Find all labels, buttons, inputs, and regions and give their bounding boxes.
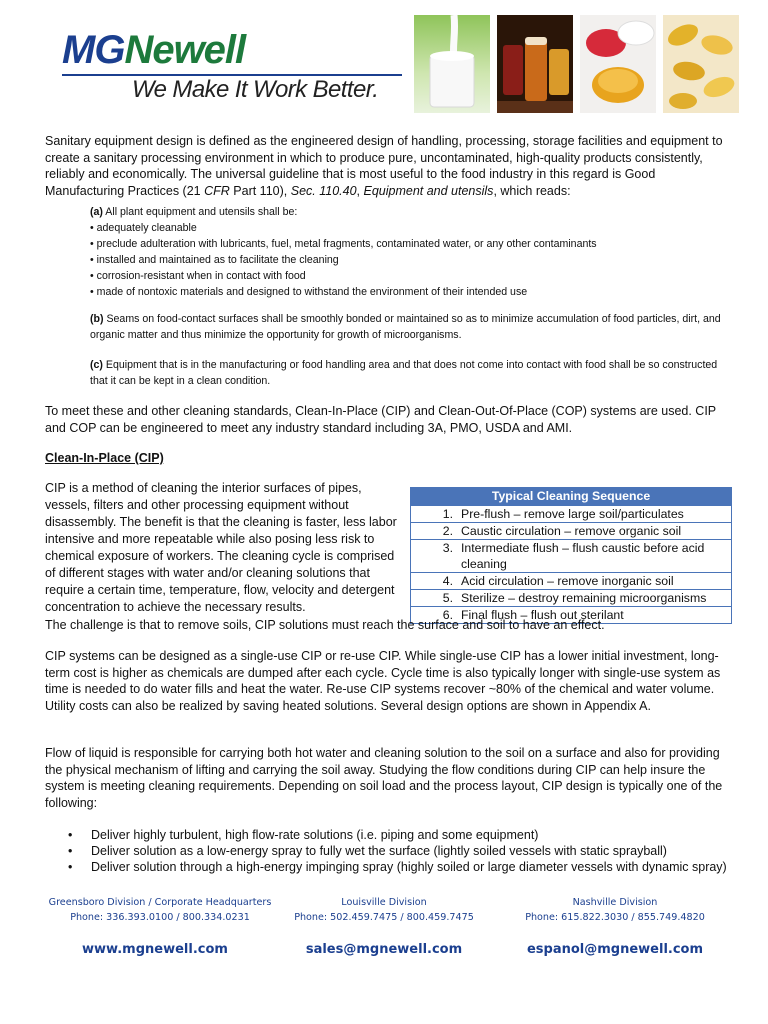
sequence-step: Acid circulation – remove inorganic soil (461, 574, 674, 588)
intro-text-2: Part 110), (229, 183, 291, 198)
intro-text-4: , which reads: (493, 183, 571, 198)
regulation-b-text: Seams on food-contact surfaces shall be smoothly bonded or maintained so as to minimize accumulation of food particles, dirt, and organic matter and thus minimize the opportunity for growth of microorganisms. (90, 313, 721, 341)
sequence-number: 5. (442, 591, 453, 605)
regulation-a-label: (a) (90, 206, 103, 218)
logo-newell: Newell (124, 28, 246, 72)
sequence-number: 3. (442, 541, 453, 555)
intro-text-1: Sanitary equipment design is defined as the engineered design of handling, processing, storage facilities and equipment to create a sanitary processing environment in which to produce pure, uncontaminated, high-quality products consistently, reliably and economically. The universal guideline that is most useful to the food industry in this regard is Good Manufacturing Practices (21 (45, 134, 723, 198)
regulation-a-intro (90, 204, 730, 220)
sequence-step: Caustic circulation – remove organic soil (461, 524, 682, 538)
company-logo (62, 28, 407, 108)
cleaning-sequence-title: Typical Cleaning Sequence (411, 488, 731, 505)
intro-paragraph (45, 133, 730, 199)
cip-design-list (68, 827, 728, 875)
cip-challenge: The challenge is that to remove soils, CIP solutions must reach the surface and soil to have an effect. (45, 618, 605, 632)
division-phone: Phone: 615.822.3030 / 855.749.4820 (525, 912, 705, 923)
sequence-number: 2. (442, 524, 453, 538)
logo-tagline: We Make It Work Better. (132, 76, 379, 103)
table-row (411, 589, 731, 606)
footer-greensboro (30, 895, 290, 925)
table-row (411, 522, 731, 539)
sequence-step: Sterilize – destroy remaining microorganisms (461, 591, 707, 605)
table-row (411, 505, 731, 522)
regulation-a-text: All plant equipment and utensils shall be: (102, 206, 298, 218)
intro-equipment: Equipment and utensils (363, 183, 494, 198)
gel-capsules-photo (663, 15, 739, 113)
regulation-a (90, 204, 730, 300)
division-name: Nashville Division (572, 897, 658, 908)
sales-email-link[interactable]: sales@mgnewell.com (305, 942, 463, 957)
intro-cfr: CFR (204, 183, 230, 198)
regulation-item: • preclude adulteration with lubricants, fuel, metal fragments, contaminated water, or any other contaminants (90, 238, 597, 250)
dairy-bowls-photo (580, 15, 656, 113)
espanol-email-link[interactable]: espanol@mgnewell.com (526, 942, 704, 957)
list-item: • Deliver highly turbulent, high flow-rate solutions (i.e. piping and some equipment) (68, 827, 728, 843)
division-name: Greensboro Division / Corporate Headquarters (48, 897, 272, 908)
division-phone: Phone: 502.459.7475 / 800.459.7475 (294, 912, 474, 923)
cip-paragraph: CIP is a method of cleaning the interior surfaces of pipes, vessels, filters and other processing equipment without disassembly. The benefit is that the cleaning is faster, less labor intensive and more repeatable while also posing less risk to chemical exposure of workers. The cleaning cycle is comprised of different stages with water and/or cleaning solutions that require a certain time, temperature, flow, velocity and detergent concentration to achieve the necessary results. (45, 481, 397, 614)
cip-heading: Clean-In-Place (CIP) (45, 451, 164, 465)
sequence-step: Intermediate flush – flush caustic before acid cleaning (461, 541, 705, 571)
table-row (411, 539, 731, 572)
sequence-number: 4. (442, 574, 453, 588)
regulation-c-text: Equipment that is in the manufacturing or food handling area and that does not come into contact with food shall be so constructed that it can be kept in a clean condition. (90, 359, 718, 387)
cleaning-sequence-table (410, 487, 732, 624)
sequence-number: 6. (442, 608, 453, 622)
regulation-b (90, 311, 730, 343)
intro-text-3: , (356, 183, 364, 198)
regulation-item: • adequately cleanable (90, 222, 197, 234)
logo-wordmark (62, 28, 245, 73)
division-name: Louisville Division (341, 897, 427, 908)
regulation-b-label: (b) (90, 313, 104, 325)
logo-mg: MG (62, 28, 125, 72)
regulation-c (90, 357, 730, 389)
footer-nashville (515, 895, 715, 925)
beverage-glasses-photo (497, 15, 573, 113)
single-use-paragraph: CIP systems can be designed as a single-use CIP or re-use CIP. While single-use CIP has a lower initial investment, long-term cost is higher as chemicals are dumped after each cycle. Cycle time is also typically longer with single-use system as time is needed to do water fills and heat the water. Re-use CIP systems recover ~80% of the chemical and water volume. Utility costs can also be realized by saving heated solutions. Several design options are shown in Appendix A. (45, 649, 721, 713)
milk-glass-photo (414, 15, 490, 113)
regulation-item: • made of nontoxic materials and designed to withstand the environment of their intended use (90, 286, 528, 298)
sequence-step: Final flush – flush out sterilant (461, 608, 624, 622)
list-item: • Deliver solution through a high-energy impinging spray (highly soiled or large diameter vessels with dynamic spray) (68, 859, 728, 875)
regulation-item: • installed and maintained as to facilitate the cleaning (90, 254, 339, 266)
standards-paragraph: To meet these and other cleaning standards, Clean-In-Place (CIP) and Clean-Out-Of-Place (COP) systems are used. CIP and COP can be engineered to meet any industry standard including 3A, PMO, USDA and AMI. (45, 404, 716, 435)
division-phone: Phone: 336.393.0100 / 800.334.0231 (70, 912, 250, 923)
regulation-item: • corrosion-resistant when in contact with food (90, 270, 306, 282)
sequence-step: Pre-flush – remove large soil/particulates (461, 507, 684, 521)
flow-paragraph: Flow of liquid is responsible for carrying both hot water and cleaning solution to the soil on a surface and also for providing the physical mechanism of lifting and carrying the soil away. Studying the flow conditions during CIP can help insure the system is meeting cleaning requirements. Depending on soil load and the process layout, CIP design is typically one of the following: (45, 746, 723, 810)
sequence-number: 1. (442, 507, 453, 521)
table-row (411, 572, 731, 589)
regulation-c-label: (c) (90, 359, 103, 371)
list-item: • Deliver solution as a low-energy spray to fully wet the surface (lightly soiled vessels with static sprayball) (68, 843, 728, 859)
intro-section: Sec. 110.40 (290, 183, 357, 198)
website-link[interactable]: www.mgnewell.com (82, 942, 228, 957)
footer-louisville (284, 895, 484, 925)
